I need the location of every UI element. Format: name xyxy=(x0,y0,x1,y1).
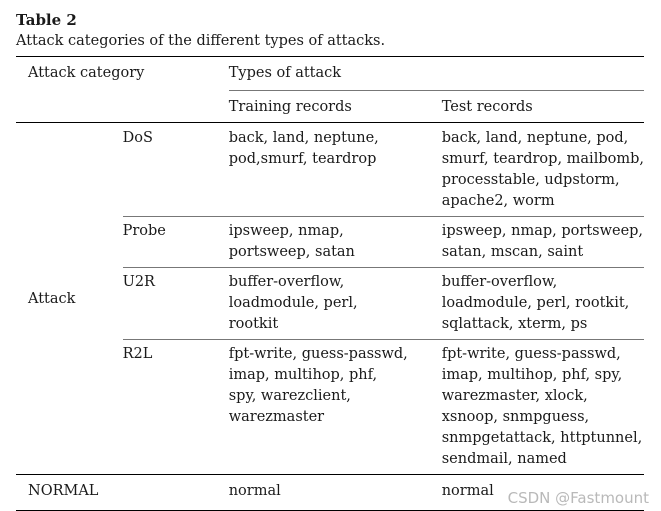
test-probe: ipsweep, nmap, portsweep, satan, mscan, saint xyxy=(442,217,644,268)
subcategory-dos: DoS xyxy=(122,130,153,146)
header-training-records: Training records xyxy=(229,91,442,123)
subcategory-probe: Probe xyxy=(123,217,229,268)
header-test-records: Test records xyxy=(442,91,644,123)
table-figure xyxy=(16,10,644,511)
test-dos: back, land, neptune, pod, smurf, teardrop, mailbomb, processtable, udpstorm, apache2, worm xyxy=(441,130,644,209)
training-u2r: buffer-overflow, loadmodule, perl, rootkit xyxy=(229,268,442,340)
normal-category: NORMAL xyxy=(16,475,229,511)
training-normal: normal xyxy=(229,475,442,511)
training-dos: back, land, neptune, pod,smurf, teardrop xyxy=(228,130,379,167)
table-number: Table 2 xyxy=(16,11,77,29)
training-probe: ipsweep, nmap, portsweep, satan xyxy=(229,217,442,268)
attack-table xyxy=(16,56,644,511)
header-types-of-attack: Types of attack xyxy=(229,57,644,91)
header-row-2 xyxy=(16,91,644,123)
test-normal: normal xyxy=(442,475,644,511)
header-row-1 xyxy=(16,57,644,91)
test-u2r: buffer-overflow, loadmodule, perl, rootkit, sqlattack, xterm, ps xyxy=(442,268,644,340)
subcategory-u2r: U2R xyxy=(123,268,229,340)
subcategory-r2l: R2L xyxy=(123,340,229,475)
table-row xyxy=(16,123,644,217)
table-caption: Attack categories of the different types of attacks. xyxy=(16,33,386,49)
watermark: CSDN @Fastmount xyxy=(507,489,649,507)
header-attack-category: Attack category xyxy=(16,57,229,91)
training-r2l: fpt-write, guess-passwd, imap, multihop, phf, spy, warezclient, warezmaster xyxy=(229,340,442,475)
test-r2l: fpt-write, guess-passwd, imap, multihop, phf, spy, warezmaster, xlock, xsnoop, snmpguess, snmpgetattack, httptunnel, sendmail, named xyxy=(442,340,644,475)
attack-label: Attack xyxy=(28,290,76,307)
